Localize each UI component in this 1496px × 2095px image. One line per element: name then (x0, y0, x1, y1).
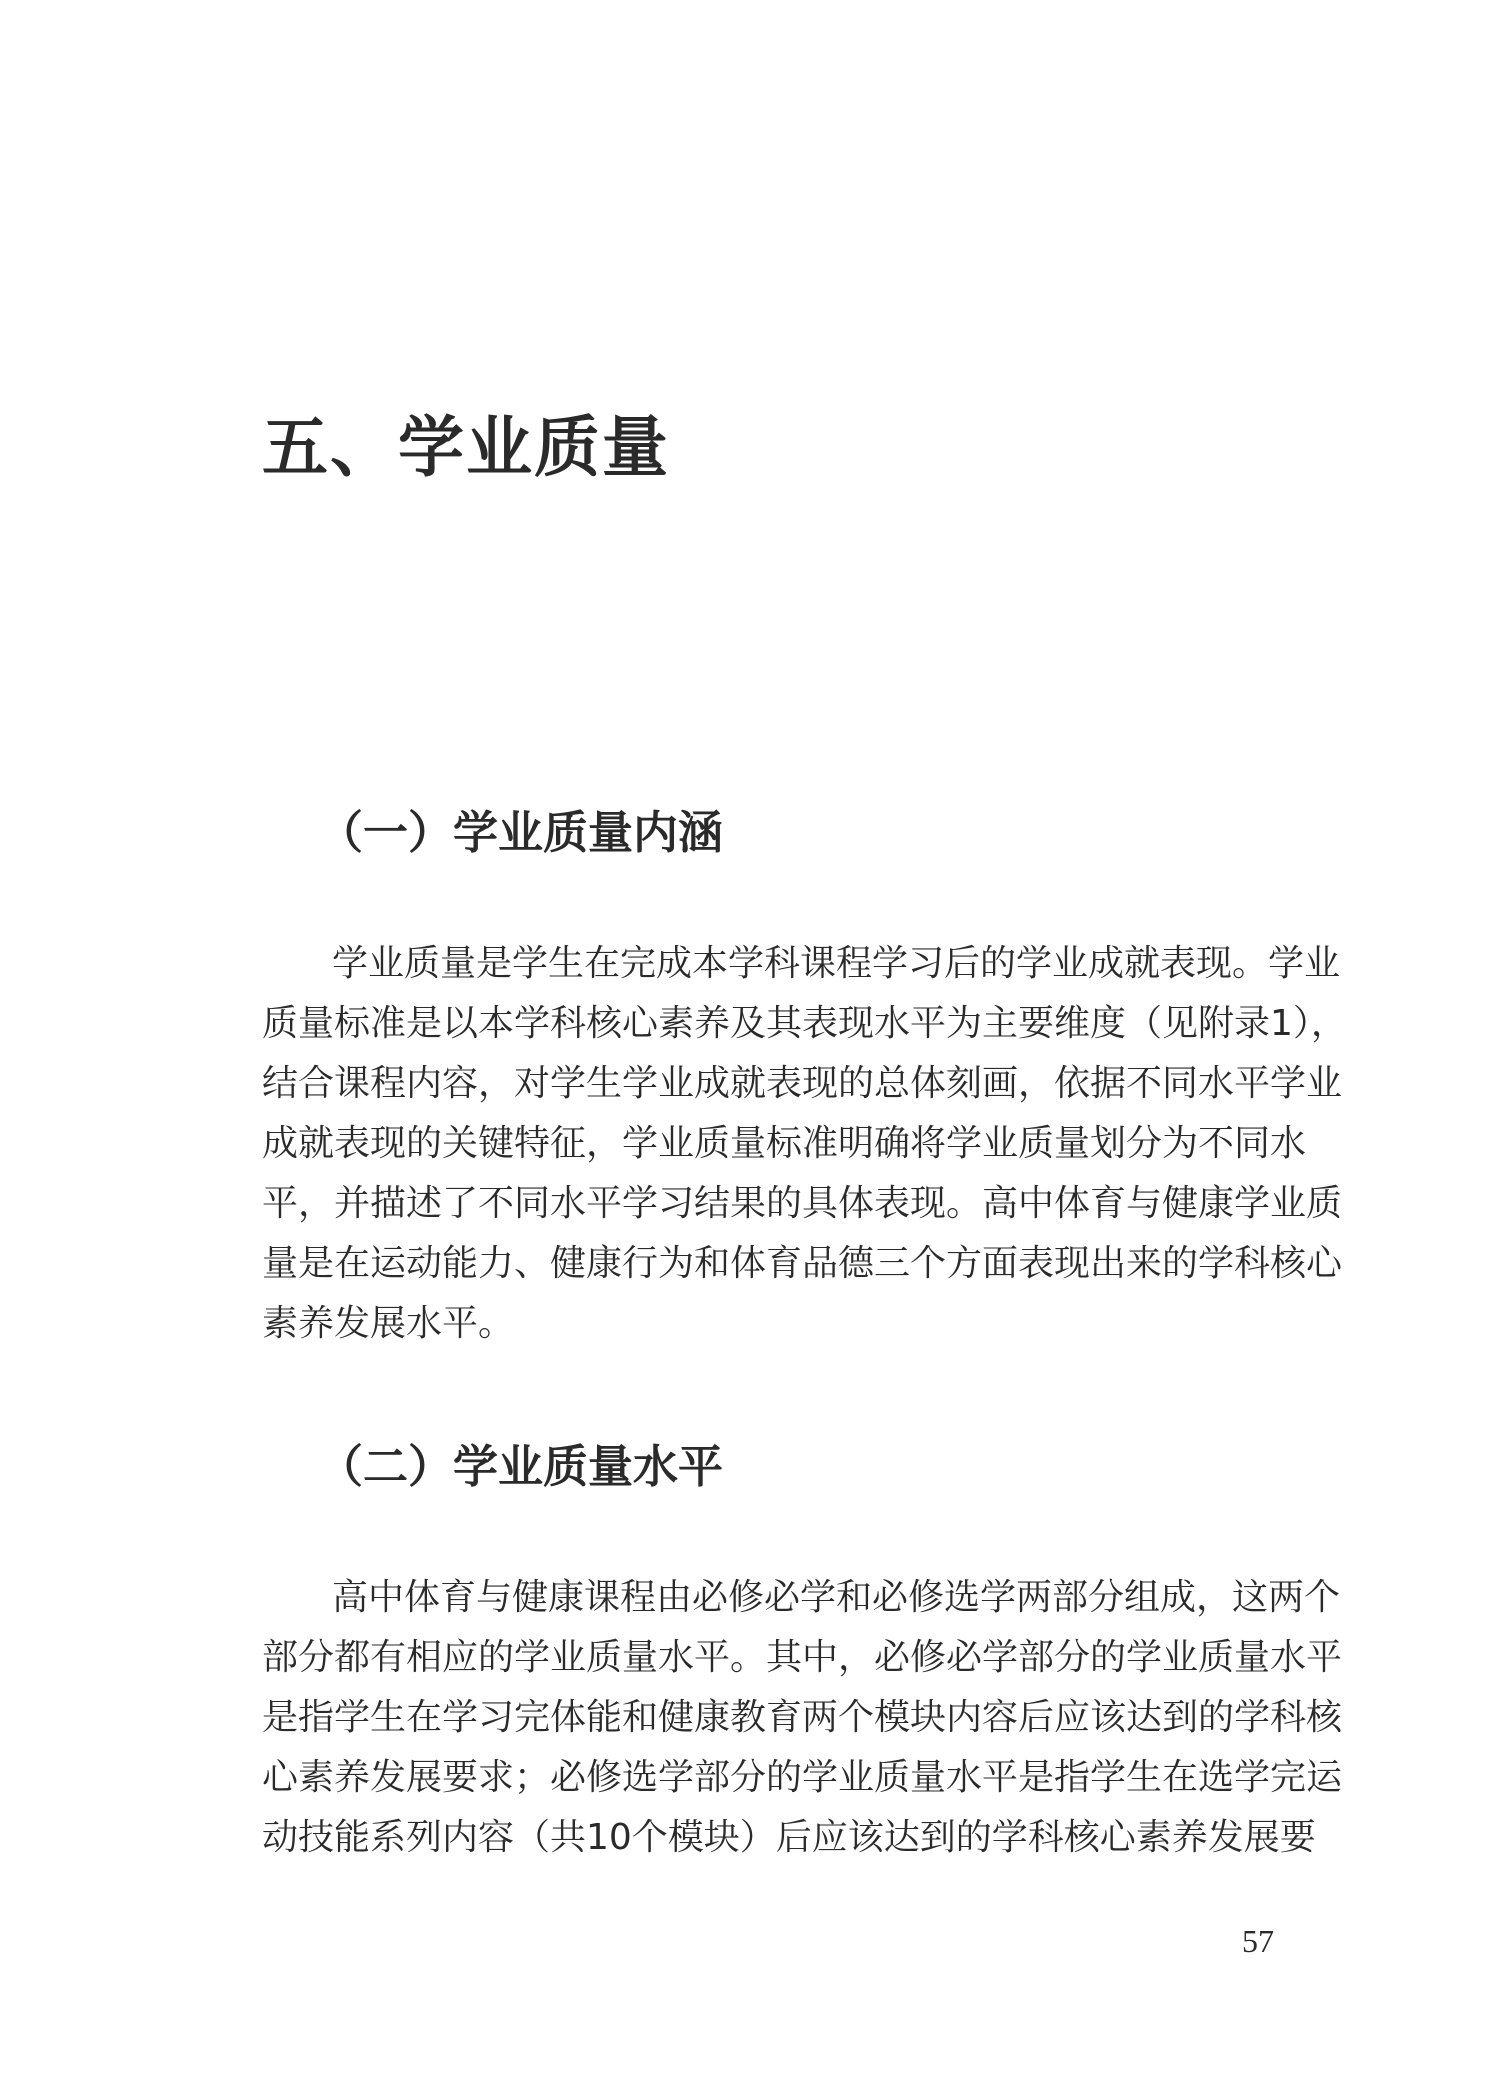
section-1-paragraph (262, 934, 1347, 1354)
page-number: 57 (1242, 1923, 1274, 1959)
paragraph-line: 素养发展水平。 (262, 1303, 515, 1344)
paragraph-line: 平，并描述了不同水平学习结果的具体表现。高中体育与健康学业质 (262, 1183, 1343, 1224)
paragraph-line: 量是在运动能力、健康行为和体育品德三个方面表现出来的学科核心 (262, 1243, 1343, 1284)
chapter-title: 五、学业质量 (262, 408, 670, 486)
paragraph-line: 动技能系列内容（共10个模块）后应该达到的学科核心素养发展要 (262, 1817, 1316, 1858)
paragraph-line: 结合课程内容，对学生学业成就表现的总体刻画，依据不同水平学业 (262, 1063, 1343, 1104)
section-2-paragraph (262, 1568, 1343, 1868)
paragraph-line: 成就表现的关键特征，学业质量标准明确将学业质量划分为不同水 (262, 1123, 1307, 1164)
paragraph-line: 是指学生在学习完体能和健康教育两个模块内容后应该达到的学科核 (262, 1697, 1343, 1738)
paragraph-line: 高中体育与健康课程由必修必学和必修选学两部分组成，这两个 (332, 1577, 1341, 1618)
paragraph-line: 质量标准是以本学科核心素养及其表现水平为主要维度（见附录1）， (262, 1003, 1347, 1044)
paragraph-line: 心素养发展要求；必修选学部分的学业质量水平是指学生在选学完运 (262, 1757, 1343, 1798)
paragraph-line: 学业质量是学生在完成本学科课程学习后的学业成就表现。学业 (332, 943, 1341, 984)
section-heading-1: （一）学业质量内涵 (318, 806, 724, 859)
paragraph-line: 部分都有相应的学业质量水平。其中，必修必学部分的学业质量水平 (262, 1637, 1343, 1678)
section-heading-2: （二）学业质量水平 (318, 1440, 724, 1493)
